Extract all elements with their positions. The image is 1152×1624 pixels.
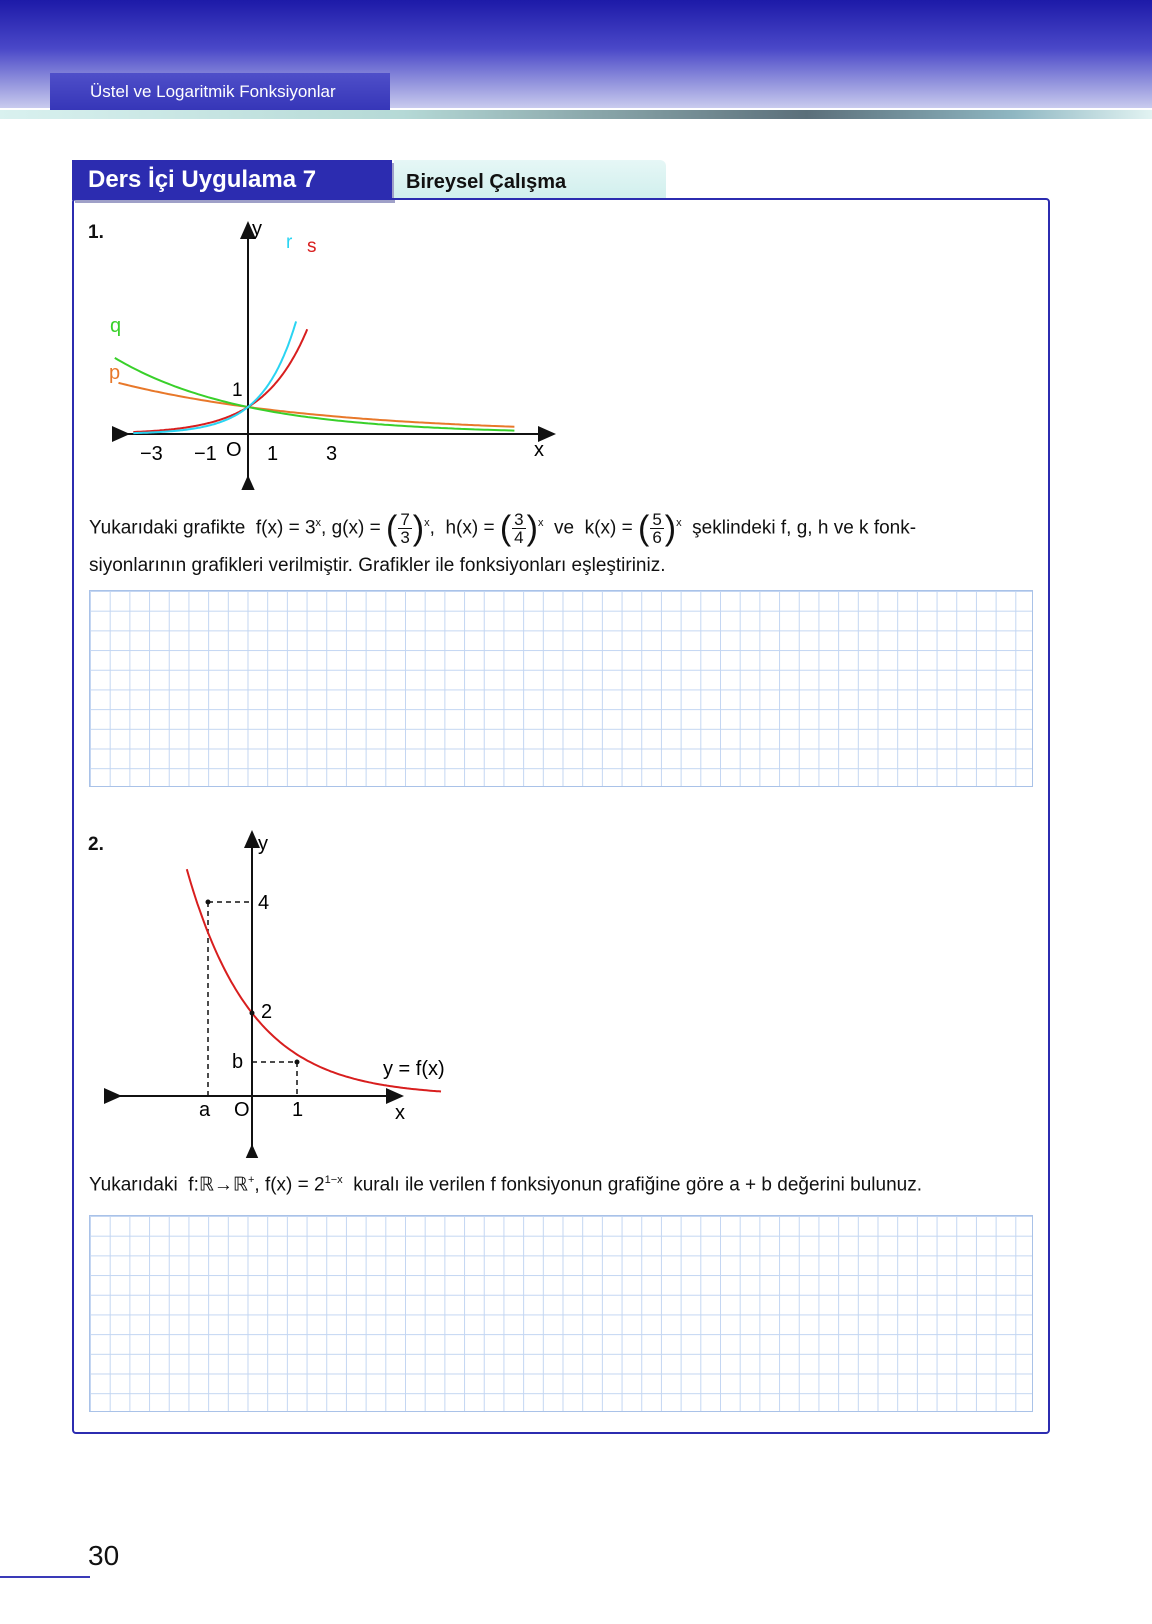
header-rule — [0, 110, 1152, 119]
q2-point-a4 — [206, 900, 211, 905]
question-1-number: 1. — [88, 222, 104, 243]
curve-label-q: q — [110, 315, 122, 337]
q2-label-2: 2 — [261, 1001, 273, 1023]
curve-r — [133, 321, 296, 433]
question-1-graph — [100, 215, 560, 490]
q2-label-a: a — [199, 1099, 211, 1121]
q1-tick-1: 1 — [267, 443, 279, 465]
q2-y-label: y — [258, 833, 268, 855]
q2-x-label: x — [395, 1102, 405, 1124]
q1-y-label: y — [252, 218, 262, 240]
q2-label-b: b — [232, 1051, 244, 1073]
q2-point-02 — [250, 1011, 255, 1016]
page-number: 30 — [88, 1540, 120, 1571]
curve-label-p: p — [109, 362, 121, 384]
q2-origin: O — [234, 1099, 250, 1121]
q2-label-4: 4 — [258, 892, 270, 914]
question-1-text-line1: Yukarıdaki grafikte $f(x) = 3^x$, g(x) = ( $\frac{7}{3}$ )$^x$, h(x) = ( $\frac{3}{4}$ )$^x$ ve k(x) = ( $\frac{5}{6}$ )$^x$ şeklindeki f, g, h ve k fonk- — [89, 509, 917, 548]
q1-y-intercept: 1 — [232, 380, 243, 401]
q1-x-label: x — [534, 439, 544, 461]
answer-grid-1[interactable] — [89, 590, 1033, 787]
q2-point-1b — [295, 1060, 300, 1065]
question-2-number: 2. — [88, 834, 104, 855]
question-2-text: Yukarıdaki f:ℝ→ℝ+, $f(x) = 2^{1-x}$ kuralı ile verilen f fonksiyonun grafiğine göre a + b değerini bulunuz. — [89, 1174, 922, 1196]
q1-origin: O — [226, 439, 242, 461]
curve-p — [119, 383, 515, 427]
question-2-graph — [100, 828, 480, 1158]
section-title: Ders İçi Uygulama 7 — [72, 160, 392, 200]
q2-label-1: 1 — [292, 1099, 304, 1121]
section-subtitle: Bireysel Çalışma — [394, 160, 666, 200]
q1-tick-neg3: −3 — [140, 443, 163, 465]
page-number-rule — [0, 1576, 90, 1578]
chapter-tab: Üstel ve Logaritmik Fonksiyonlar — [50, 73, 390, 110]
curve-label-r: r — [286, 232, 293, 253]
q1-tick-neg1: −1 — [194, 443, 217, 465]
q2-curve-label: y = f(x) — [383, 1058, 445, 1080]
curve-label-s: s — [307, 236, 317, 257]
answer-grid-2[interactable] — [89, 1215, 1033, 1412]
q1-tick-3: 3 — [326, 443, 338, 465]
question-1-text-line2: siyonlarının grafikleri verilmiştir. Grafikler ile fonksiyonları eşleştiriniz. — [89, 555, 666, 576]
